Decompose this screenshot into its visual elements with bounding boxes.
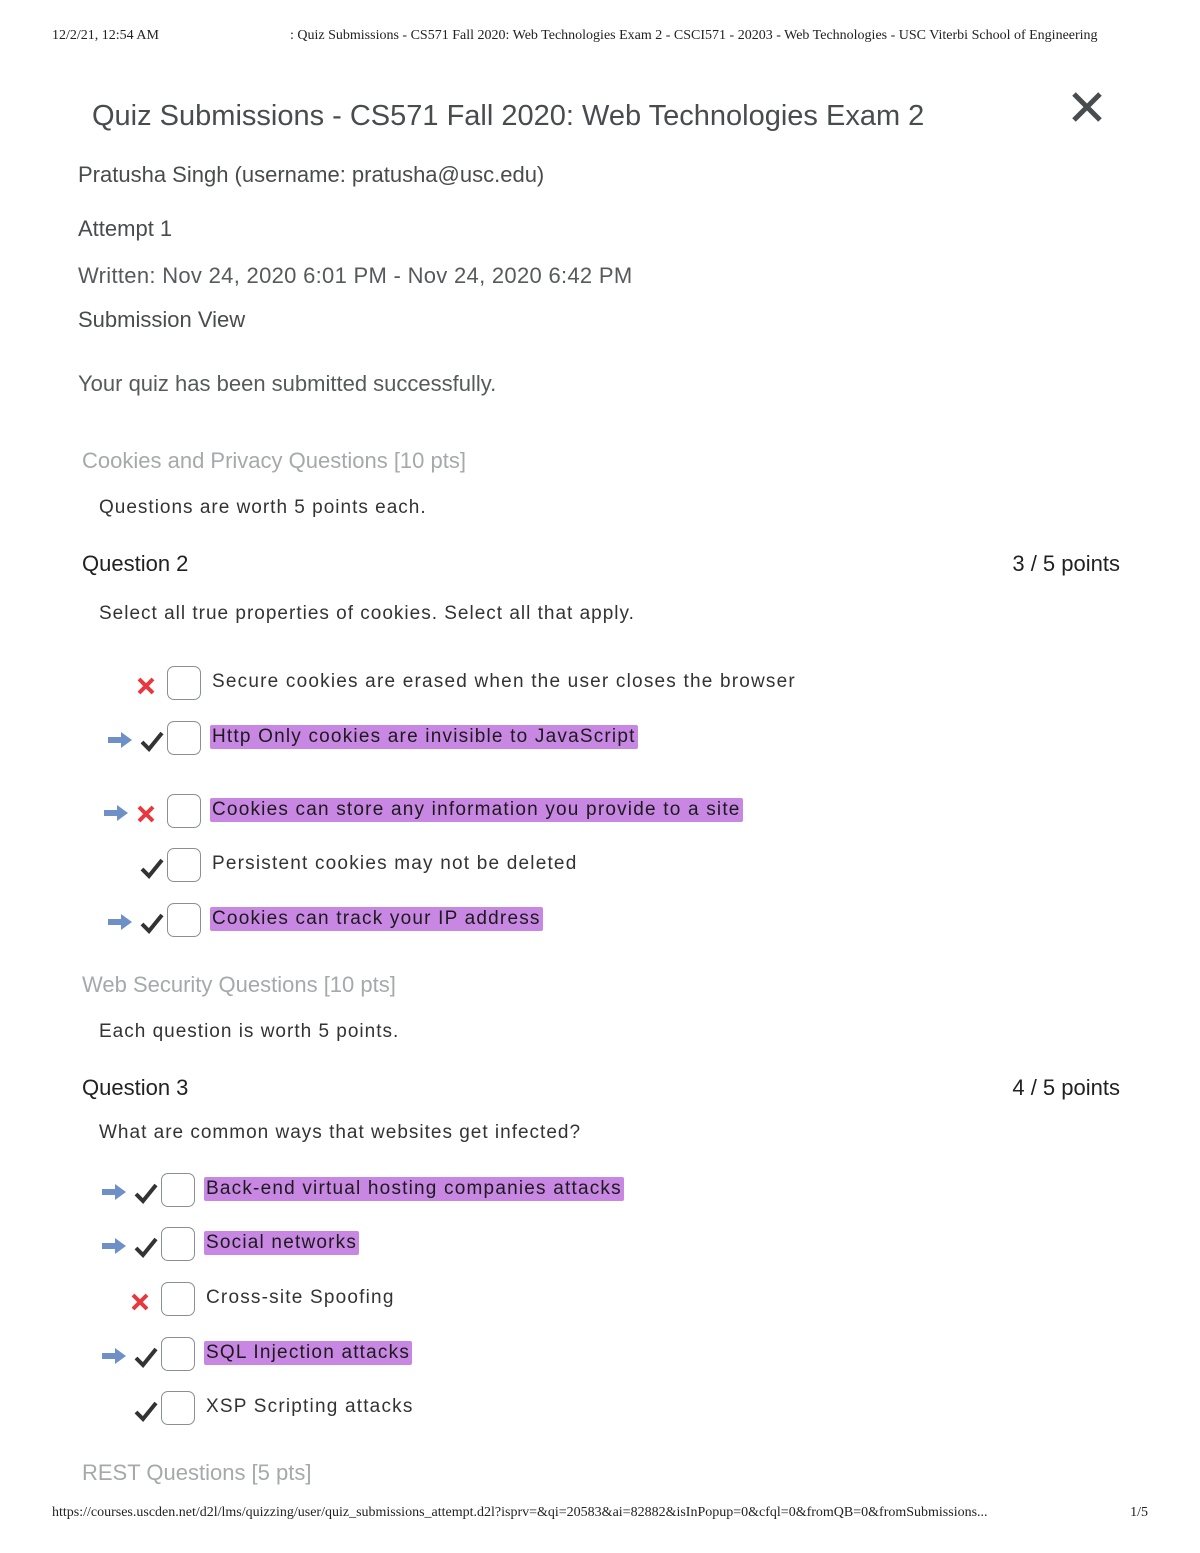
print-datetime: 12/2/21, 12:54 AM	[52, 28, 159, 43]
answer-label: SQL Injection attacks	[206, 1342, 411, 1363]
answer-option	[0, 1335, 1000, 1375]
answer-label: Persistent cookies may not be deleted	[212, 853, 578, 874]
print-url: https://courses.uscden.net/d2l/lms/quizzing/user/quiz_submissions_attempt.d2l?isprv=&qi=20583&ai=82882&isInPopup=0&cfql=0&fromQB=0&fromSubmissions...	[52, 1505, 988, 1520]
answer-option	[0, 664, 1000, 704]
answer-checkbox[interactable]	[161, 1227, 195, 1261]
answer-checkbox[interactable]	[161, 1337, 195, 1371]
close-button[interactable]	[1066, 86, 1108, 128]
checkmark-icon	[134, 1345, 158, 1369]
page-number: 1/5	[1130, 1505, 1148, 1520]
question-points: 4 / 5 points	[1012, 1075, 1120, 1100]
incorrect-icon	[128, 1290, 152, 1314]
incorrect-icon	[134, 802, 158, 826]
arrow-right-icon	[101, 1347, 127, 1365]
answer-checkbox[interactable]	[167, 848, 201, 882]
written-time: Written: Nov 24, 2020 6:01 PM - Nov 24, 2020 6:42 PM	[78, 263, 633, 288]
answer-label: Social networks	[206, 1232, 358, 1253]
checkmark-icon	[140, 911, 164, 935]
checkmark-icon	[134, 1399, 158, 1423]
answer-checkbox[interactable]	[167, 903, 201, 937]
arrow-right-icon	[103, 804, 129, 822]
checkmark-icon	[140, 856, 164, 880]
print-footer	[52, 1505, 1148, 1527]
arrow-right-icon	[107, 913, 133, 931]
answer-option	[0, 846, 1000, 886]
section-description: Each question is worth 5 points.	[99, 1021, 400, 1042]
question-title: Question 2	[82, 551, 189, 576]
answer-option	[0, 1225, 1000, 1265]
checkmark-icon	[140, 729, 164, 753]
print-header	[52, 28, 1144, 50]
answer-checkbox[interactable]	[161, 1391, 195, 1425]
answer-label: XSP Scripting attacks	[206, 1396, 414, 1417]
checkmark-icon	[134, 1235, 158, 1259]
user-info: Pratusha Singh (username: pratusha@usc.edu)	[78, 162, 545, 187]
answer-label: Cookies can store any information you provide to a site	[212, 799, 741, 820]
answer-option	[0, 1389, 1000, 1429]
question-points: 3 / 5 points	[1012, 551, 1120, 576]
answer-label: Back-end virtual hosting companies attacks	[206, 1178, 622, 1199]
answer-label: Secure cookies are erased when the user closes the browser	[212, 671, 796, 692]
arrow-right-icon	[101, 1237, 127, 1255]
answer-label: Cookies can track your IP address	[212, 908, 541, 929]
answer-option	[0, 792, 1000, 832]
question-title: Question 3	[82, 1075, 189, 1100]
answer-checkbox[interactable]	[167, 794, 201, 828]
checkmark-icon	[134, 1181, 158, 1205]
answer-label: Http Only cookies are invisible to JavaScript	[212, 726, 636, 747]
answer-option	[0, 719, 1000, 759]
close-icon	[1066, 86, 1108, 128]
question-prompt: Select all true properties of cookies. Select all that apply.	[99, 603, 635, 624]
section-description: Questions are worth 5 points each.	[99, 497, 427, 518]
success-message: Your quiz has been submitted successfully.	[78, 371, 497, 396]
answer-label: Cross-site Spoofing	[206, 1287, 395, 1308]
answer-checkbox[interactable]	[161, 1282, 195, 1316]
question-prompt: What are common ways that websites get infected?	[99, 1122, 582, 1143]
answer-option	[0, 1171, 1000, 1211]
incorrect-icon	[134, 674, 158, 698]
answer-option	[0, 901, 1000, 941]
attempt-label: Attempt 1	[78, 216, 173, 241]
answer-option	[0, 1280, 1000, 1320]
arrow-right-icon	[101, 1183, 127, 1201]
submission-view-label: Submission View	[78, 307, 246, 332]
answer-checkbox[interactable]	[167, 666, 201, 700]
section-title-cookies: Cookies and Privacy Questions [10 pts]	[82, 448, 466, 473]
answer-checkbox[interactable]	[167, 721, 201, 755]
answer-checkbox[interactable]	[161, 1173, 195, 1207]
print-doc-title: : Quiz Submissions - CS571 Fall 2020: Web Technologies Exam 2 - CSCI571 - 20203 - Web Technologies - USC Viterbi School of Engineering	[290, 28, 1098, 43]
arrow-right-icon	[107, 731, 133, 749]
section-title-web-security: Web Security Questions [10 pts]	[82, 972, 396, 997]
section-title-rest: REST Questions [5 pts]	[82, 1460, 312, 1485]
page-title: Quiz Submissions - CS571 Fall 2020: Web Technologies Exam 2	[92, 100, 925, 132]
